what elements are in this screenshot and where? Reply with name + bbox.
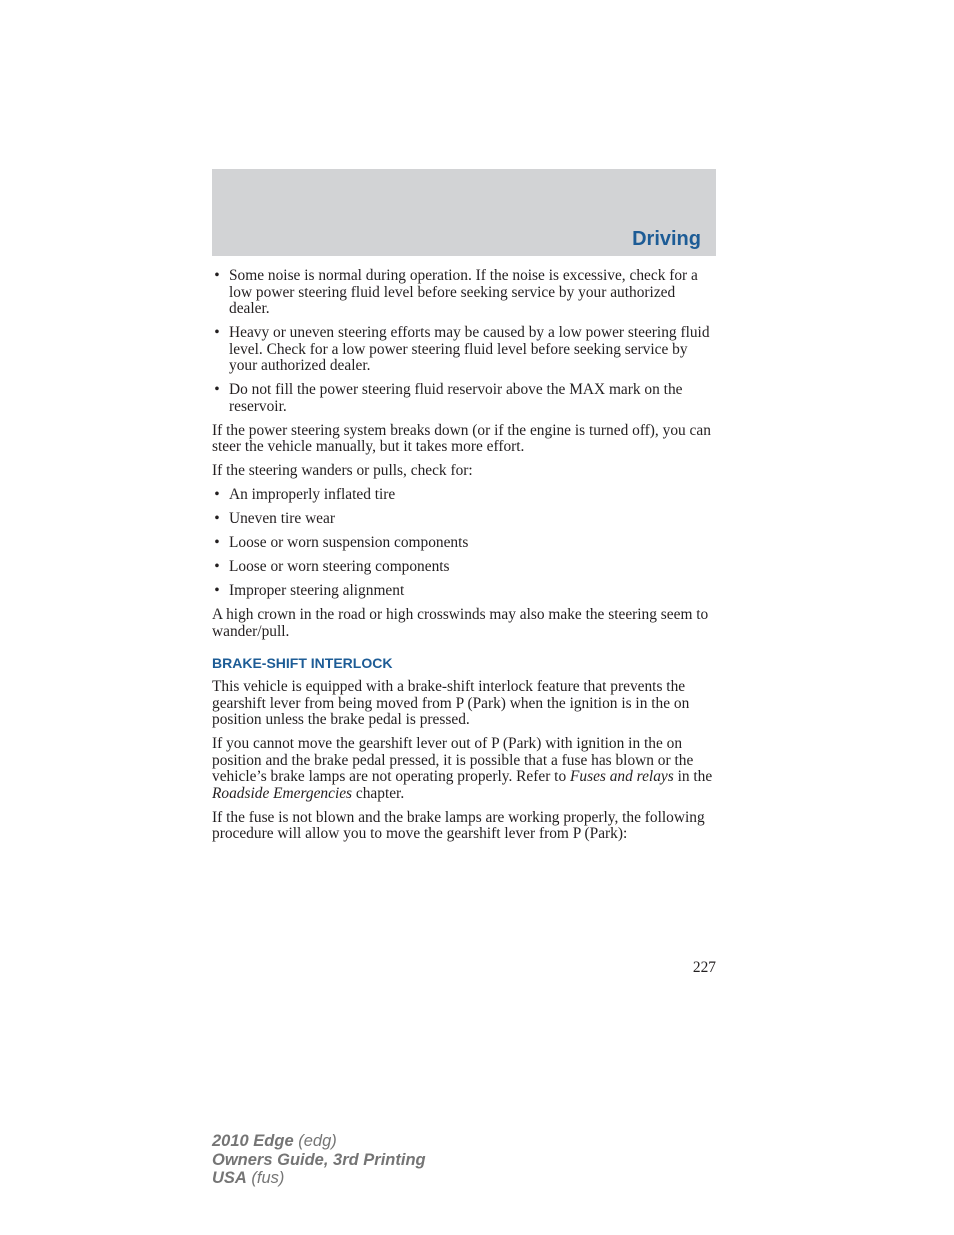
paragraph-interlock: This vehicle is equipped with a brake-shift interlock feature that prevents the gearshift lever from being moved from P (Park) when the ignition is in the on position unless the brake pedal is pressed. [212, 678, 690, 728]
section-title: Driving [632, 228, 701, 250]
page-number: 227 [692, 959, 716, 976]
list-item: • Heavy or uneven steering efforts may be caused by a low power steering fluid level. Check for a low power steering fluid level before seeking service by your authorized dealer. [212, 325, 718, 375]
list-item: • Loose or worn steering components [212, 559, 718, 576]
footer-model-line: 2010 Edge (edg) [212, 1132, 337, 1150]
list-item: • Do not fill the power steering fluid reservoir above the MAX mark on the reservoir. [212, 382, 718, 415]
page-content [212, 268, 718, 850]
cross-reference-fuses: Fuses and relays [569, 768, 674, 785]
list-item: • Improper steering alignment [212, 583, 718, 600]
list-item: • Uneven tire wear [212, 511, 718, 528]
bullet-icon: • [214, 510, 220, 527]
list-item: • Loose or worn suspension components [212, 535, 718, 552]
paragraph-wanders: If the steering wanders or pulls, check for: [212, 462, 473, 479]
paragraph-fuse-check: If you cannot move the gearshift lever out of P (Park) with ignition in the on position and the brake pedal pressed, it is possible that a fuse has blown or the vehicle’s brake lamps are not operating properly. Refer to Fuses and relays in the Roadside Emergencies chapter. [212, 735, 713, 802]
paragraph-crown: A high crown in the road or high crosswinds may also make the steering seem to wander/pull. [212, 606, 709, 640]
bullet-icon: • [214, 558, 220, 575]
footer-market-line: USA (fus) [212, 1169, 285, 1187]
bullet-icon: • [214, 582, 220, 599]
bullet-icon: • [214, 324, 220, 341]
document-footer [212, 1132, 426, 1188]
bullet-icon: • [214, 486, 220, 503]
bullet-icon: • [214, 534, 220, 551]
section-header [212, 169, 716, 256]
bullet-icon: • [214, 381, 220, 398]
paragraph-breakdown: If the power steering system breaks down (or if the engine is turned off), you can steer the vehicle manually, but it takes more effort. [212, 421, 711, 455]
cross-reference-chapter: Roadside Emergencies [212, 784, 353, 802]
bullet-icon: • [214, 267, 220, 284]
footer-guide-line: Owners Guide, 3rd Printing [212, 1150, 426, 1169]
list-item: • An improperly inflated tire [212, 487, 718, 504]
paragraph-procedure: If the fuse is not blown and the brake lamps are working properly, the following procedure will allow you to move the gearshift lever from P (Park): [212, 808, 705, 842]
section-heading: BRAKE-SHIFT INTERLOCK [212, 655, 393, 671]
list-item: • Some noise is normal during operation. If the noise is excessive, check for a low power steering fluid level before seeking service by your authorized dealer. [212, 268, 718, 318]
